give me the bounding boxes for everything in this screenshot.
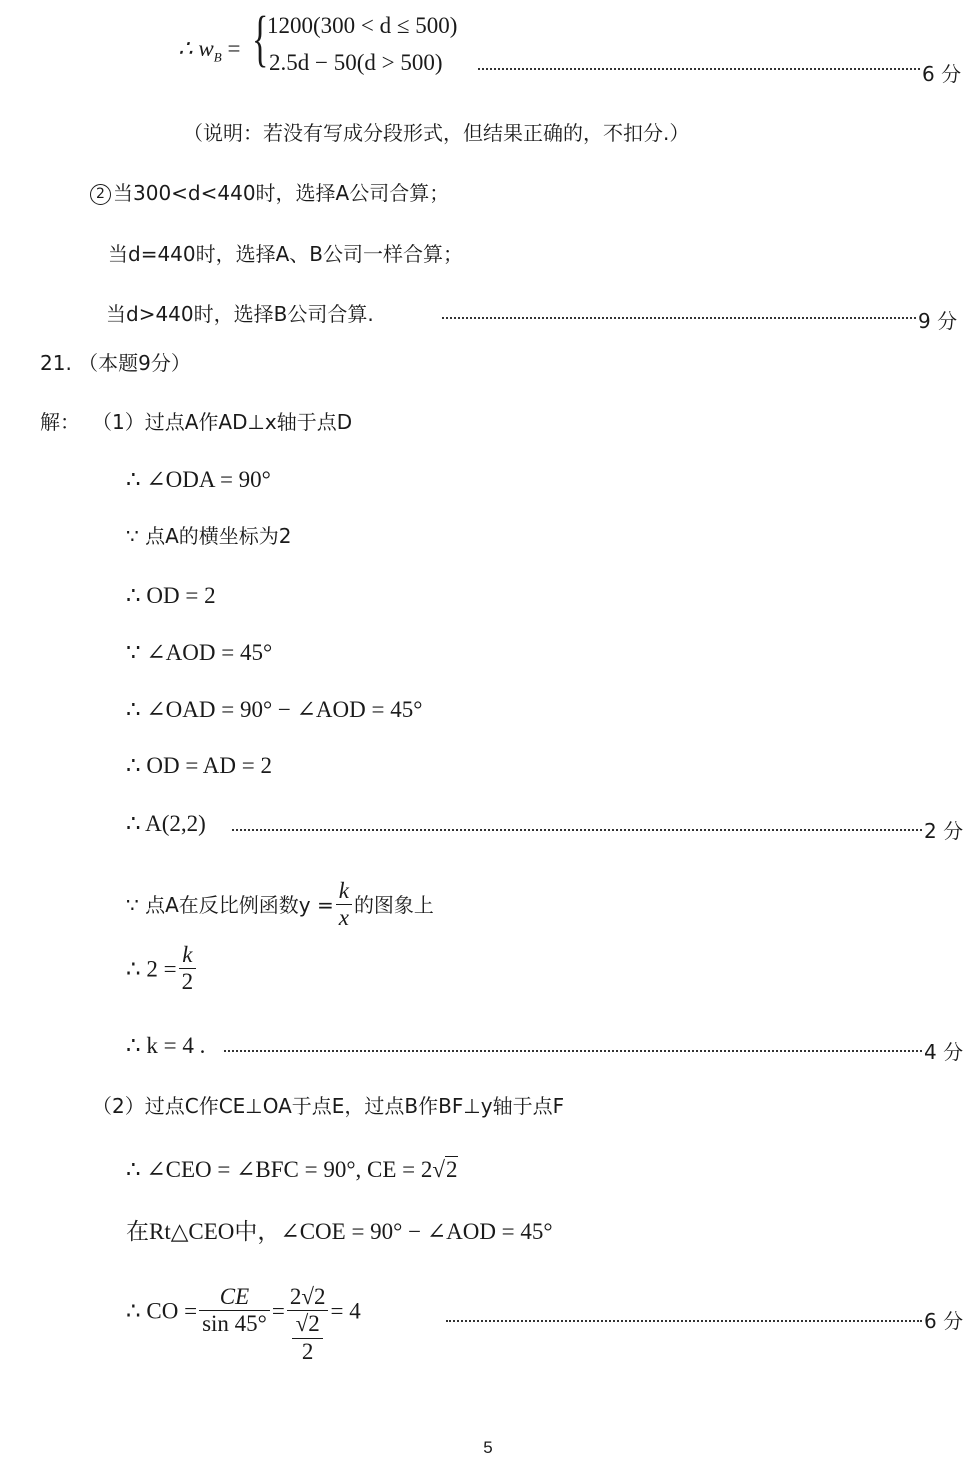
leader-dots	[442, 317, 916, 319]
score-9: 9 分	[918, 309, 958, 333]
solution-label: 解：	[40, 410, 80, 434]
step-9	[126, 942, 198, 996]
fraction-k-over-2	[179, 942, 197, 996]
wb-lead-text: ∴ w	[178, 36, 214, 61]
step-2: ∵ 点A的横坐标为2	[126, 524, 292, 548]
score-6-a: 6 分	[922, 62, 962, 86]
step-1: ∴ ∠ODA = 90°	[126, 467, 271, 492]
score-4: 4 分	[924, 1040, 964, 1064]
step-5: ∴ ∠OAD = 90° − ∠AOD = 45°	[126, 697, 423, 722]
step-8-pre: ∵ 点A在反比例函数y =	[126, 892, 334, 917]
note-text: （说明：若没有写成分段形式，但结果正确的，不扣分.）	[183, 121, 690, 145]
step-6: ∴ OD = AD = 2	[126, 753, 272, 778]
problem-header: 21. （本题9分）	[40, 351, 191, 375]
fraction-numerator: k	[179, 942, 197, 969]
fraction-numerator: 2√2	[287, 1284, 329, 1311]
piecewise-case-2: 2.5d − 50(d > 500)	[269, 50, 443, 75]
page-number: 5	[483, 1438, 493, 1457]
step-8	[126, 878, 434, 932]
piecewise-brace: {	[252, 5, 269, 73]
step-11-pre: ∴ ∠CEO = ∠BFC = 90°, CE = 2√	[126, 1157, 446, 1182]
fraction-inner-numerator: √2	[292, 1311, 324, 1338]
piecewise-case-1: 1200(300 < d ≤ 500)	[267, 13, 458, 38]
step-13-post: = 4	[330, 1298, 361, 1324]
step-3: ∴ OD = 2	[126, 583, 216, 608]
leader-dots	[478, 68, 920, 70]
case-line-1	[90, 183, 449, 205]
step-12: 在Rt△CEO中，∠COE = 90° − ∠AOD = 45°	[126, 1219, 553, 1244]
case-line-1-text: 当300<d<440时，选择A公司合算；	[113, 181, 450, 205]
step-13-pre: ∴ CO =	[126, 1298, 198, 1324]
score-2: 2 分	[924, 819, 964, 843]
fraction-ce-over-sin	[199, 1284, 270, 1338]
wb-subscript: B	[213, 49, 222, 65]
leader-dots	[232, 829, 922, 831]
fraction-k-over-x	[336, 878, 352, 932]
step-13	[126, 1284, 361, 1365]
wb-equals: =	[221, 36, 241, 61]
equals-sign: =	[271, 1298, 285, 1324]
step-9-pre: ∴ 2 =	[126, 956, 177, 982]
fraction-denominator: sin 45°	[202, 1311, 267, 1337]
leader-dots	[446, 1320, 922, 1322]
leader-dots	[224, 1050, 922, 1052]
part1-intro: （1）过点A作AD⊥x轴于点D	[92, 410, 353, 434]
circled-number: 2	[90, 184, 111, 205]
fraction-inner	[289, 1311, 327, 1365]
radicand: 2	[446, 1157, 458, 1182]
step-4: ∵ ∠AOD = 45°	[126, 640, 273, 665]
fraction-denominator: 2	[181, 969, 194, 995]
fraction-inner-denominator: 2	[301, 1338, 314, 1364]
wb-lead	[178, 37, 240, 64]
fraction-denominator: x	[338, 905, 349, 931]
part2-intro: （2）过点C作CE⊥OA于点E，过点B作BF⊥y轴于点F	[92, 1094, 565, 1118]
fraction-numerator: k	[336, 878, 352, 905]
step-8-post: 的图象上	[353, 892, 434, 917]
step-7: ∴ A(2,2)	[126, 811, 206, 836]
case-line-3: 当d>440时，选择B公司合算.	[106, 302, 374, 326]
step-11	[126, 1158, 458, 1181]
fraction-compound	[287, 1284, 329, 1365]
score-6-b: 6 分	[924, 1309, 964, 1333]
step-10: ∴ k = 4 .	[126, 1033, 206, 1058]
fraction-numerator: CE	[199, 1284, 270, 1311]
case-line-2: 当d=440时，选择A、B公司一样合算；	[108, 242, 464, 266]
